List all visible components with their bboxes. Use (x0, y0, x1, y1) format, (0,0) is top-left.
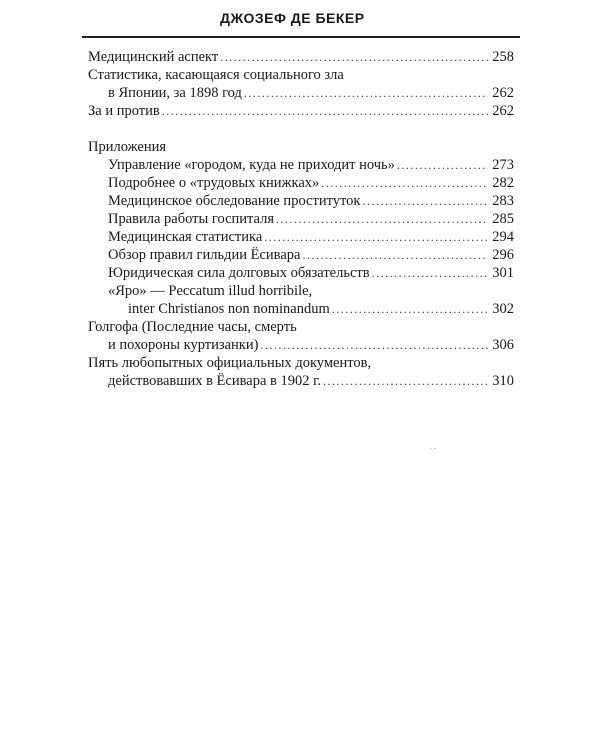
running-head: ДЖОЗЕФ ДЕ БЕКЕР (220, 10, 365, 26)
toc-entry-medical-aspect[interactable] (88, 48, 514, 66)
toc-entry-pro-contra[interactable] (88, 102, 514, 120)
dot-leader (332, 300, 488, 318)
toc-entry-statistics-line1: Статистика, касающаяся социального зла (88, 67, 344, 83)
toc-entry-statistics[interactable] (88, 84, 514, 102)
toc-page-number: 302 (492, 301, 514, 317)
toc-page-number: 262 (492, 85, 514, 101)
print-specks: . . (430, 442, 436, 451)
toc-entry-appendix[interactable] (88, 174, 514, 192)
toc-entry-appendix[interactable] (88, 210, 514, 228)
toc-page-number: 296 (492, 247, 514, 263)
table-of-contents (88, 48, 514, 390)
toc-entry-label: Медицинская статистика (108, 229, 263, 245)
header-rule (82, 36, 520, 38)
dot-leader (264, 228, 488, 246)
toc-page-number: 273 (492, 157, 514, 173)
toc-entry-label: Юридическая сила долговых обязательств (108, 265, 370, 281)
dot-leader (260, 336, 488, 354)
toc-entry-golgotha[interactable] (88, 336, 514, 354)
toc-page-number: 282 (492, 175, 514, 191)
dot-leader (397, 156, 488, 174)
toc-page-number: 262 (492, 103, 514, 119)
toc-page-number: 294 (492, 229, 514, 245)
toc-entry-label: в Японии, за 1898 год (108, 85, 242, 101)
dot-leader (362, 192, 488, 210)
toc-entry-label: За и против (88, 103, 160, 119)
toc-entry-label: Подробнее о «трудовых книжках» (108, 175, 320, 191)
toc-entry-appendix[interactable] (88, 156, 514, 174)
dot-leader (220, 48, 488, 66)
toc-entry-label: Управление «городом, куда не приходит ночь» (108, 157, 395, 173)
toc-entry-label: inter Christianos non nominandum (128, 301, 330, 317)
dot-leader (323, 372, 488, 390)
toc-entry-label: Медицинский аспект (88, 49, 219, 65)
toc-page-number: 310 (492, 373, 514, 389)
toc-entry-golgotha-line1: Голгофа (Последние часы, смерть (88, 319, 297, 335)
toc-entry-documents[interactable] (88, 372, 514, 390)
toc-entry-label: Обзор правил гильдии Ёсивара (108, 247, 301, 263)
dot-leader (244, 84, 488, 102)
toc-page-number: 258 (492, 49, 514, 65)
toc-entry-yaro-line1: «Яро» — Peccatum illud horribile, (108, 283, 313, 299)
toc-entry-label: действовавших в Ёсивара в 1902 г. (108, 373, 322, 389)
dot-leader (302, 246, 488, 264)
toc-entry-label: Медицинское обследование проституток (108, 193, 361, 209)
toc-entry-appendix[interactable] (88, 192, 514, 210)
toc-page-number: 301 (492, 265, 514, 281)
appendices-heading: Приложения (88, 139, 167, 155)
dot-leader (276, 210, 488, 228)
toc-page-number: 285 (492, 211, 514, 227)
dot-leader (372, 264, 489, 282)
toc-page-number: 283 (492, 193, 514, 209)
dot-leader (162, 102, 489, 120)
toc-page-number: 306 (492, 337, 514, 353)
toc-entry-label: Правила работы госпиталя (108, 211, 275, 227)
toc-entry-documents-line1: Пять любопытных официальных документов, (88, 355, 372, 371)
toc-entry-appendix[interactable] (88, 228, 514, 246)
dot-leader (321, 174, 488, 192)
section-spacer (88, 120, 514, 138)
toc-entry-yaro[interactable] (88, 300, 514, 318)
toc-entry-appendix[interactable] (88, 246, 514, 264)
toc-entry-appendix[interactable] (88, 264, 514, 282)
toc-entry-label: и похороны куртизанки) (108, 337, 259, 353)
